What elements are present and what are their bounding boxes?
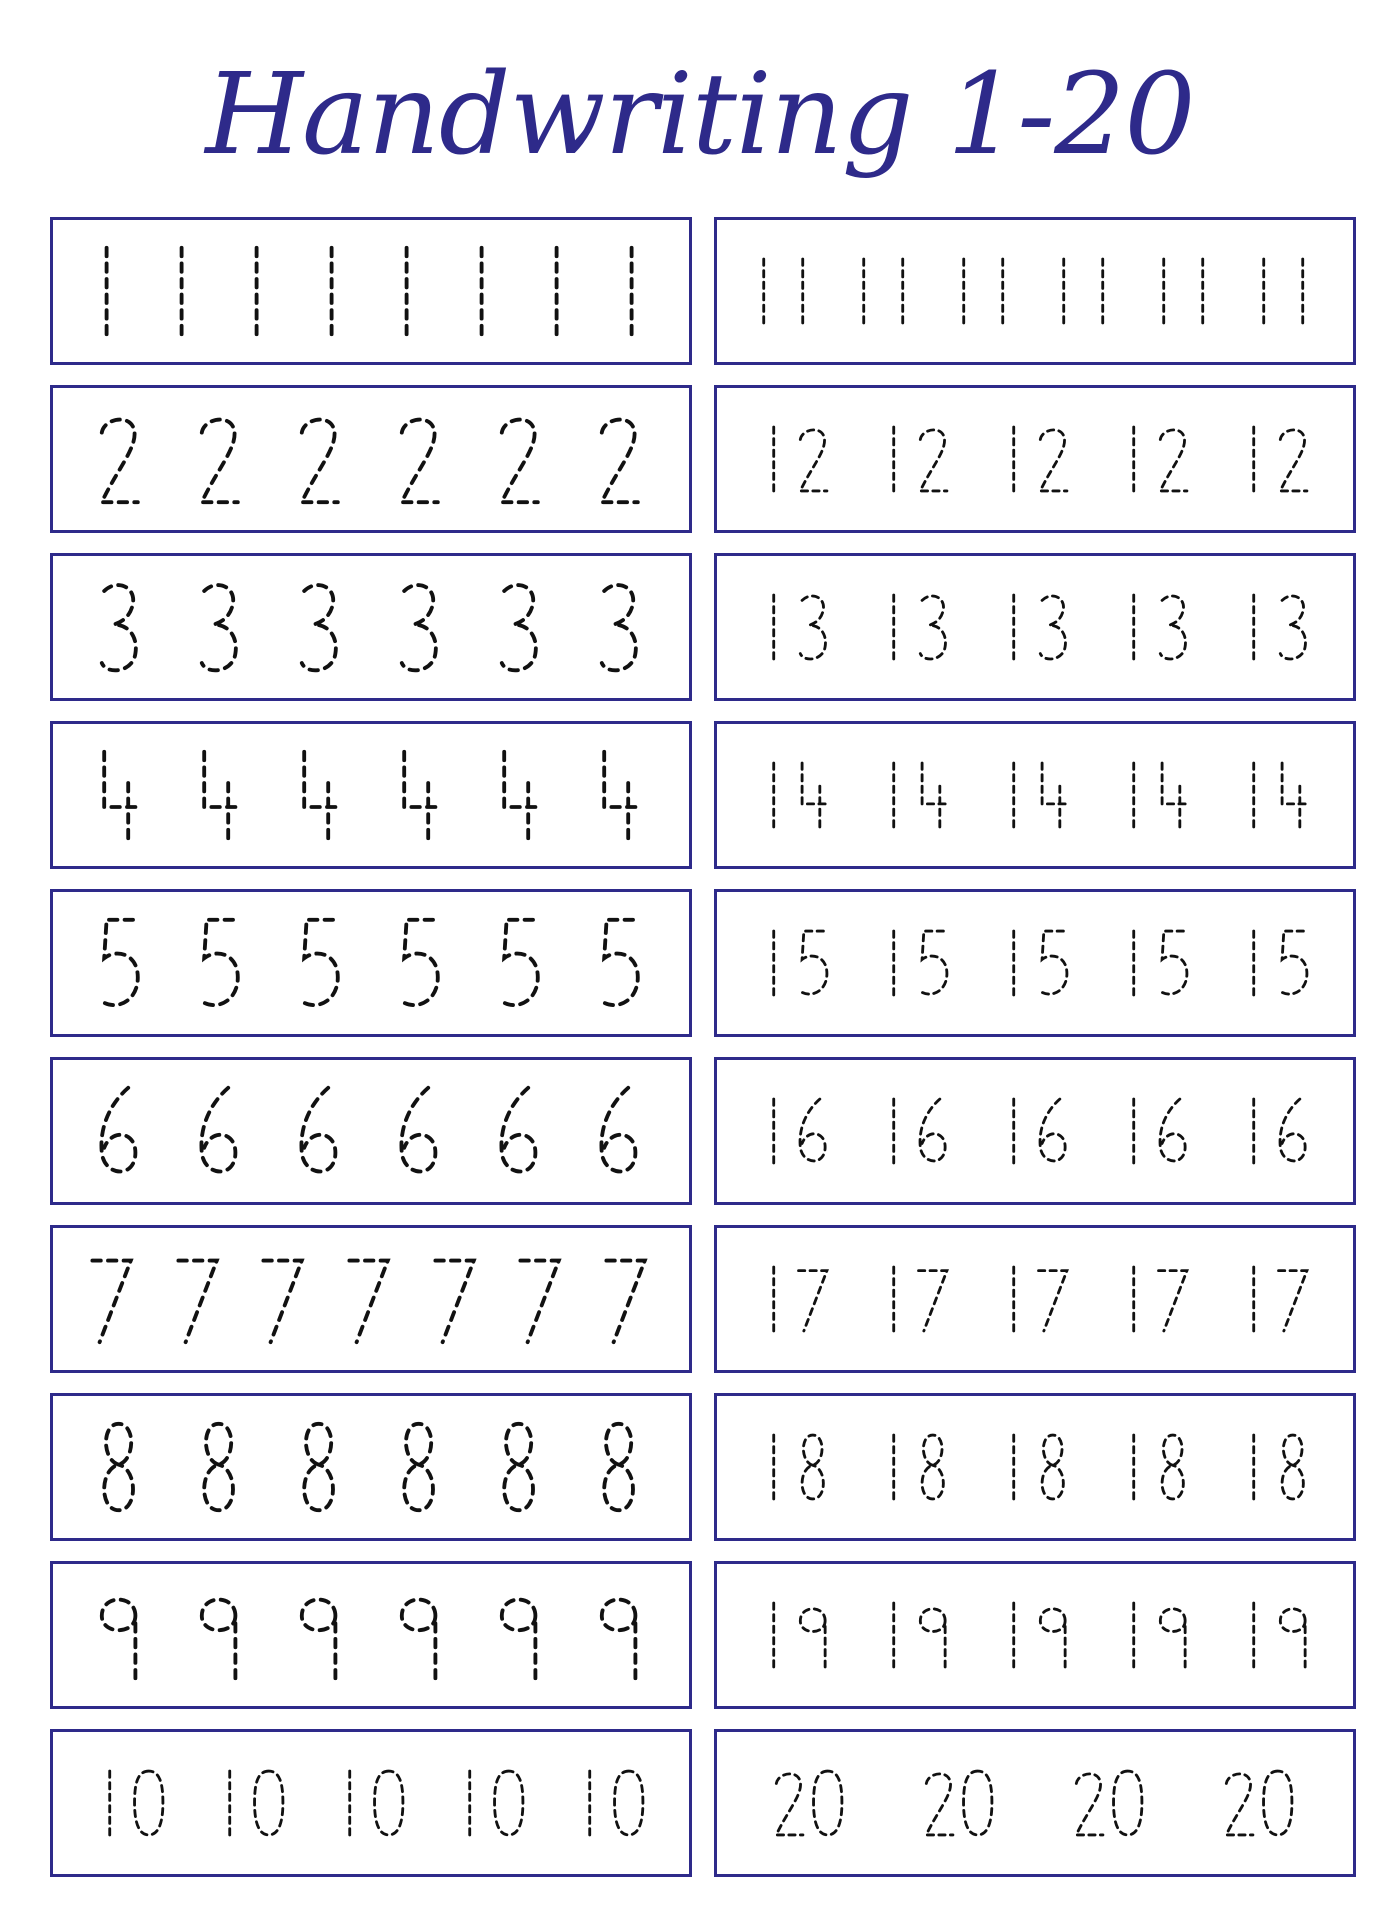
traceable-number-1 [456,243,512,339]
traceable-number-15 [1236,915,1314,1011]
dashed-digit-8 [504,1424,533,1510]
dashed-digit-4 [304,752,338,838]
dashed-digit-4 [504,752,538,838]
traceable-number-3 [593,579,649,675]
traceable-number-3 [293,579,349,675]
dashed-digit-4 [104,752,138,838]
dashed-digit-5 [920,931,947,994]
dashed-digit-0 [615,1771,643,1835]
practice-box-17 [714,1225,1356,1373]
traceable-number-6 [93,1083,149,1179]
dashed-digit-8 [1162,1435,1183,1499]
dashed-digit-5 [1160,931,1187,994]
traceable-number-2 [393,411,449,507]
dashed-digit-5 [202,920,238,1005]
dashed-digit-4 [1162,763,1187,827]
dashed-digit-7 [92,1261,130,1343]
traceable-number-7 [257,1251,313,1347]
dashed-digit-2 [926,1774,953,1835]
traceable-number-17 [1236,1251,1314,1347]
traceable-number-20 [921,1755,999,1851]
dashed-digit-6 [101,1088,135,1172]
dashed-digit-8 [922,1435,943,1499]
traceable-number-14 [996,747,1074,843]
traceable-number-3 [393,579,449,675]
traceable-number-19 [876,1587,954,1683]
traceable-number-11 [1146,243,1224,339]
traceable-number-6 [293,1083,349,1179]
dashed-digit-4 [204,752,238,838]
practice-box-12 [714,385,1356,533]
page-title: Handwriting 1-20 [205,50,1195,180]
traceable-number-10 [572,1755,650,1851]
traceable-number-13 [1116,579,1194,675]
dashed-digit-9 [402,1600,436,1679]
traceable-number-1 [381,243,437,339]
traceable-number-8 [593,1419,649,1515]
dashed-digit-6 [401,1088,435,1172]
traceable-number-5 [493,915,549,1011]
dashed-digit-3 [800,596,825,659]
dashed-digit-7 [1159,1271,1187,1331]
dashed-digit-9 [1160,1609,1185,1667]
traceable-number-3 [193,579,249,675]
traceable-number-8 [293,1419,349,1515]
practice-box-19 [714,1561,1356,1709]
practice-box-1 [50,217,692,365]
traceable-number-13 [996,579,1074,675]
traceable-number-9 [493,1587,549,1683]
traceable-number-20 [1221,1755,1299,1851]
traceable-number-2 [93,411,149,507]
practice-box-9 [50,1561,692,1709]
dashed-digit-8 [204,1424,233,1510]
practice-box-16 [714,1057,1356,1205]
dashed-digit-7 [349,1261,387,1343]
practice-box-13 [714,553,1356,701]
traceable-number-6 [593,1083,649,1179]
traceable-number-1 [531,243,587,339]
dashed-digit-7 [606,1261,644,1343]
dashed-digit-8 [802,1435,823,1499]
traceable-number-17 [756,1251,834,1347]
traceable-number-2 [493,411,549,507]
traceable-number-12 [996,411,1074,507]
dashed-digit-3 [102,585,136,670]
dashed-digit-7 [1279,1271,1307,1331]
practice-box-2 [50,385,692,533]
dashed-digit-0 [255,1771,283,1835]
practice-box-11 [714,217,1356,365]
dashed-digit-3 [202,585,236,670]
dashed-digit-7 [435,1261,473,1343]
practice-box-5 [50,889,692,1037]
traceable-number-20 [1071,1755,1149,1851]
practice-box-6 [50,1057,692,1205]
dashed-digit-0 [1264,1771,1292,1835]
traceable-number-9 [193,1587,249,1683]
dashed-digit-7 [1039,1271,1067,1331]
dashed-digit-5 [402,920,438,1005]
dashed-digit-0 [814,1771,842,1835]
traceable-number-3 [493,579,549,675]
dashed-digit-6 [501,1088,535,1172]
dashed-digit-8 [604,1424,633,1510]
dashed-digit-2 [502,420,538,503]
dashed-digit-7 [521,1261,559,1343]
dashed-digit-6 [1280,1099,1305,1161]
practice-box-20 [714,1729,1356,1877]
dashed-digit-6 [800,1099,825,1161]
practice-grid [50,217,1356,1875]
dashed-digit-0 [375,1771,403,1835]
traceable-number-4 [93,747,149,843]
traceable-number-8 [93,1419,149,1515]
dashed-digit-9 [202,1600,236,1679]
traceable-number-14 [1116,747,1194,843]
dashed-digit-9 [102,1600,136,1679]
traceable-number-1 [156,243,212,339]
dashed-digit-2 [402,420,438,503]
traceable-number-9 [93,1587,149,1683]
traceable-number-12 [1116,411,1194,507]
traceable-number-17 [996,1251,1074,1347]
traceable-number-8 [393,1419,449,1515]
traceable-number-18 [996,1419,1074,1515]
dashed-digit-2 [602,420,638,503]
traceable-number-11 [746,243,824,339]
traceable-number-18 [876,1419,954,1515]
dashed-digit-2 [920,430,947,491]
traceable-number-7 [343,1251,399,1347]
dashed-digit-2 [776,1774,803,1835]
traceable-number-13 [876,579,954,675]
traceable-number-9 [293,1587,349,1683]
traceable-number-4 [193,747,249,843]
practice-box-7 [50,1225,692,1373]
dashed-digit-8 [404,1424,433,1510]
dashed-digit-5 [800,931,827,994]
traceable-number-19 [1116,1587,1194,1683]
traceable-number-16 [1236,1083,1314,1179]
traceable-number-16 [1116,1083,1194,1179]
dashed-digit-2 [1076,1774,1103,1835]
traceable-number-12 [1236,411,1314,507]
dashed-digit-7 [178,1261,216,1343]
dashed-digit-9 [602,1600,636,1679]
traceable-number-9 [393,1587,449,1683]
traceable-number-11 [1246,243,1324,339]
traceable-number-5 [293,915,349,1011]
dashed-digit-9 [302,1600,336,1679]
practice-box-15 [714,889,1356,1037]
traceable-number-16 [756,1083,834,1179]
dashed-digit-0 [1114,1771,1142,1835]
traceable-number-9 [593,1587,649,1683]
dashed-digit-7 [264,1261,302,1343]
practice-box-3 [50,553,692,701]
dashed-digit-4 [1042,763,1067,827]
traceable-number-10 [212,1755,290,1851]
practice-box-8 [50,1393,692,1541]
traceable-number-17 [876,1251,954,1347]
dashed-digit-8 [1282,1435,1303,1499]
traceable-number-2 [593,411,649,507]
dashed-digit-4 [604,752,638,838]
dashed-digit-2 [302,420,338,503]
traceable-number-14 [1236,747,1314,843]
dashed-digit-9 [1040,1609,1065,1667]
dashed-digit-4 [1282,763,1307,827]
traceable-number-10 [452,1755,530,1851]
traceable-number-12 [756,411,834,507]
dashed-digit-8 [104,1424,133,1510]
dashed-digit-7 [799,1271,827,1331]
traceable-number-11 [1046,243,1124,339]
traceable-number-16 [996,1083,1074,1179]
traceable-number-8 [193,1419,249,1515]
traceable-number-19 [1236,1587,1314,1683]
dashed-digit-2 [1280,430,1307,491]
dashed-digit-6 [201,1088,235,1172]
dashed-digit-3 [302,585,336,670]
traceable-number-3 [93,579,149,675]
dashed-digit-5 [102,920,138,1005]
traceable-number-5 [593,915,649,1011]
traceable-number-19 [756,1587,834,1683]
traceable-number-15 [996,915,1074,1011]
traceable-number-15 [756,915,834,1011]
dashed-digit-9 [800,1609,825,1667]
dashed-digit-3 [920,596,945,659]
dashed-digit-9 [920,1609,945,1667]
traceable-number-11 [846,243,924,339]
dashed-digit-6 [601,1088,635,1172]
dashed-digit-3 [402,585,436,670]
dashed-digit-3 [502,585,536,670]
traceable-number-19 [996,1587,1074,1683]
dashed-digit-9 [502,1600,536,1679]
traceable-number-5 [193,915,249,1011]
dashed-digit-6 [301,1088,335,1172]
dashed-digit-3 [1280,596,1305,659]
traceable-number-18 [1236,1419,1314,1515]
traceable-number-2 [293,411,349,507]
practice-box-4 [50,721,692,869]
dashed-digit-6 [1160,1099,1185,1161]
dashed-digit-8 [304,1424,333,1510]
traceable-number-20 [771,1755,849,1851]
dashed-digit-5 [302,920,338,1005]
traceable-number-4 [593,747,649,843]
dashed-digit-2 [800,430,827,491]
traceable-number-17 [1116,1251,1194,1347]
traceable-number-2 [193,411,249,507]
traceable-number-14 [756,747,834,843]
traceable-number-5 [93,915,149,1011]
dashed-digit-4 [922,763,947,827]
dashed-digit-5 [502,920,538,1005]
traceable-number-15 [876,915,954,1011]
practice-box-18 [714,1393,1356,1541]
dashed-digit-8 [1042,1435,1063,1499]
traceable-number-6 [493,1083,549,1179]
traceable-number-4 [393,747,449,843]
dashed-digit-0 [964,1771,992,1835]
dashed-digit-5 [1040,931,1067,994]
traceable-number-14 [876,747,954,843]
traceable-number-6 [393,1083,449,1179]
dashed-digit-6 [1040,1099,1065,1161]
traceable-number-1 [231,243,287,339]
traceable-number-7 [172,1251,228,1347]
traceable-number-16 [876,1083,954,1179]
dashed-digit-0 [135,1771,163,1835]
traceable-number-5 [393,915,449,1011]
dashed-digit-3 [1040,596,1065,659]
practice-box-10 [50,1729,692,1877]
traceable-number-4 [493,747,549,843]
traceable-number-8 [493,1419,549,1515]
traceable-number-1 [306,243,362,339]
traceable-number-18 [1116,1419,1194,1515]
dashed-digit-9 [1280,1609,1305,1667]
traceable-number-13 [756,579,834,675]
traceable-number-10 [332,1755,410,1851]
traceable-number-10 [92,1755,170,1851]
dashed-digit-2 [102,420,138,503]
dashed-digit-3 [1160,596,1185,659]
traceable-number-1 [81,243,137,339]
dashed-digit-2 [1040,430,1067,491]
dashed-digit-5 [602,920,638,1005]
traceable-number-7 [429,1251,485,1347]
practice-box-14 [714,721,1356,869]
dashed-digit-5 [1280,931,1307,994]
dashed-digit-7 [919,1271,947,1331]
dashed-digit-2 [202,420,238,503]
traceable-number-4 [293,747,349,843]
dashed-digit-4 [404,752,438,838]
traceable-number-7 [600,1251,656,1347]
dashed-digit-2 [1226,1774,1253,1835]
traceable-number-7 [86,1251,142,1347]
traceable-number-6 [193,1083,249,1179]
traceable-number-12 [876,411,954,507]
dashed-digit-3 [602,585,636,670]
traceable-number-15 [1116,915,1194,1011]
dashed-digit-4 [802,763,827,827]
dashed-digit-2 [1160,430,1187,491]
traceable-number-13 [1236,579,1314,675]
dashed-digit-6 [920,1099,945,1161]
traceable-number-1 [606,243,662,339]
traceable-number-11 [946,243,1024,339]
dashed-digit-0 [495,1771,523,1835]
traceable-number-7 [514,1251,570,1347]
traceable-number-18 [756,1419,834,1515]
